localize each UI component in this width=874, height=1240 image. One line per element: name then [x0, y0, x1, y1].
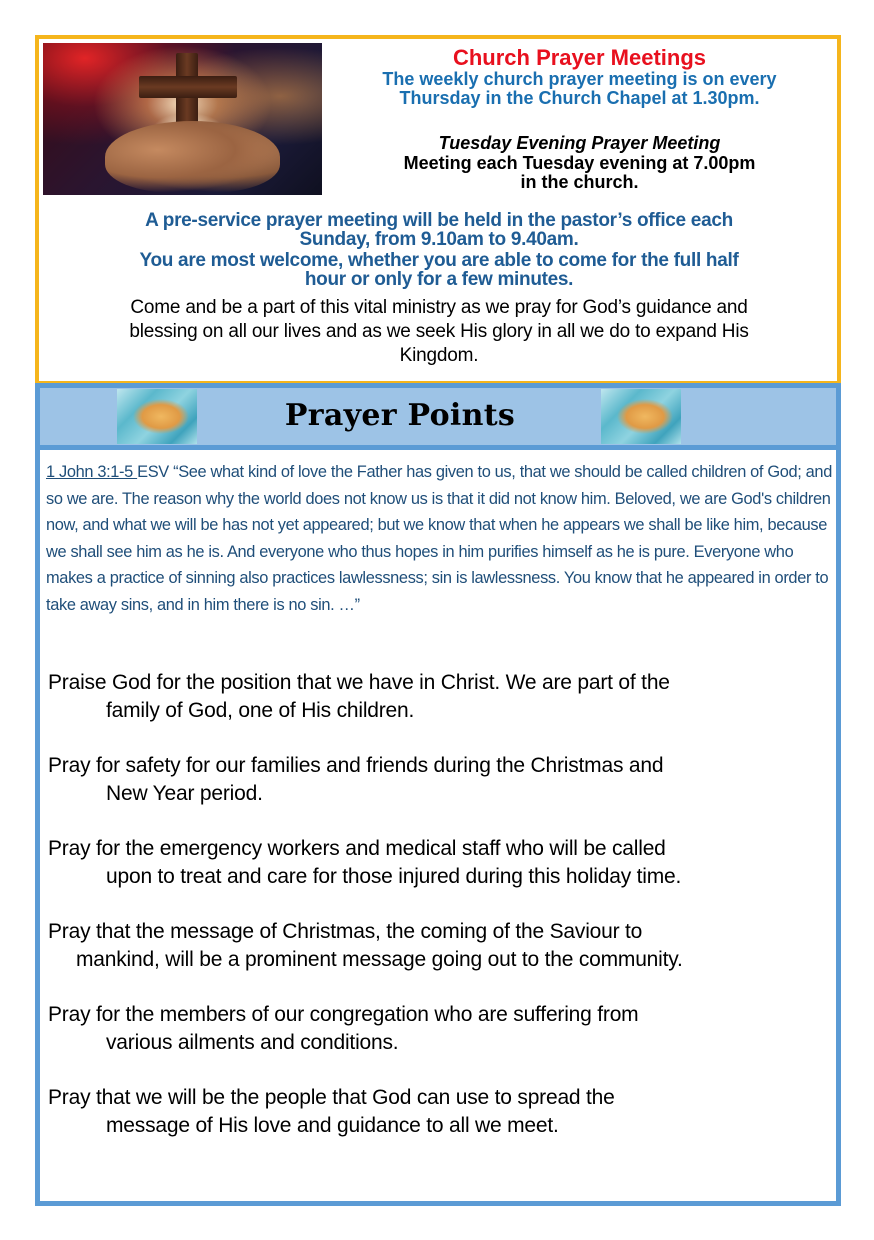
- prayer-point-continuation: mankind, will be a prominent message going out to the community.: [76, 948, 683, 971]
- invitation-line-1: Come and be a part of this vital ministry as we pray for God’s guidance and: [130, 297, 748, 318]
- prayer-point: [48, 752, 828, 808]
- prayer-point-continuation: family of God, one of His children.: [106, 699, 415, 722]
- prayer-points-box: [35, 383, 841, 1206]
- invitation-line-2: blessing on all our lives and as we seek His glory in all we do to expand His: [129, 321, 749, 342]
- welcome-line-1: You are most welcome, whether you are able to come for the full half: [139, 250, 739, 271]
- meetings-title: Church Prayer Meetings: [452, 45, 707, 70]
- prayer-point-continuation: New Year period.: [106, 782, 263, 805]
- prayer-point: [48, 1001, 828, 1057]
- prayer-point-first-line: Pray for the members of our congregation who are suffering from: [48, 1003, 639, 1026]
- prayer-point-first-line: Pray for the emergency workers and medical staff who will be called: [48, 837, 666, 860]
- prayer-meetings-box: [35, 35, 841, 385]
- scripture-passage: [46, 459, 832, 618]
- cross-icon-horizontal: [139, 76, 237, 98]
- prayer-point-continuation: upon to treat and care for those injured during this holiday time.: [106, 865, 682, 888]
- prayer-point-first-line: Pray for safety for our families and friends during the Christmas and: [48, 754, 664, 777]
- invitation-text: [45, 296, 833, 368]
- welcome-text: [45, 251, 833, 289]
- prayer-point: [48, 1084, 828, 1140]
- prayer-point-first-line: Praise God for the position that we have in Christ. We are part of the: [48, 671, 670, 694]
- open-hands-icon: [105, 121, 280, 193]
- prayer-point: [48, 835, 828, 891]
- scripture-text: “See what kind of love the Father has given to us, that we should be called children of God; and so we are. The reason why the world does not know us is that it did not know him. Beloved, we are God's children now, and what we will be has not yet appeared; but we know that when he appears we shall be like him, because we shall see him as he is. And everyone who thus hopes in him purifies himself as he is pure. Everyone who makes a practice of sinning also practices lawlessness; sin is lawlessness. You know that he appeared in order to take away sins, and in him there is no sin. …”: [46, 463, 832, 614]
- prayer-points-list: [48, 669, 828, 1167]
- tuesday-line-1: Meeting each Tuesday evening at 7.00pm: [403, 153, 756, 173]
- prayer-point: [48, 918, 828, 974]
- prayer-point-continuation: message of His love and guidance to all we meet.: [106, 1114, 559, 1137]
- prayer-point: [48, 669, 828, 725]
- scripture-version: ESV: [137, 463, 174, 481]
- prayer-points-title: Prayer Points: [284, 398, 516, 433]
- prayer-points-header: [40, 388, 836, 450]
- prayer-point-first-line: Pray that we will be the people that God can use to spread the: [48, 1086, 615, 1109]
- prayer-point-continuation: various ailments and conditions.: [106, 1031, 399, 1054]
- tuesday-meeting-title: Tuesday Evening Prayer Meeting: [438, 133, 721, 153]
- weekly-meeting-text: [322, 70, 837, 108]
- praying-hands-icon: [117, 389, 197, 444]
- preservice-line-2: Sunday, from 9.10am to 9.40am.: [299, 229, 579, 250]
- cross-hands-image: [43, 43, 322, 195]
- welcome-line-2: hour or only for a few minutes.: [304, 269, 574, 290]
- tuesday-meeting-text: [322, 154, 837, 192]
- scripture-reference: 1 John 3:1-5: [46, 463, 138, 481]
- weekly-line-1: The weekly church prayer meeting is on every: [382, 69, 777, 89]
- praying-hands-icon: [601, 389, 681, 444]
- weekly-line-2: Thursday in the Church Chapel at 1.30pm.: [399, 88, 760, 108]
- invitation-line-3: Kingdom.: [399, 345, 479, 366]
- preservice-line-1: A pre-service prayer meeting will be held in the pastor’s office each: [145, 210, 733, 231]
- prayer-point-first-line: Pray that the message of Christmas, the coming of the Saviour to: [48, 920, 643, 943]
- tuesday-line-2: in the church.: [520, 172, 639, 192]
- preservice-meeting-text: [45, 211, 833, 249]
